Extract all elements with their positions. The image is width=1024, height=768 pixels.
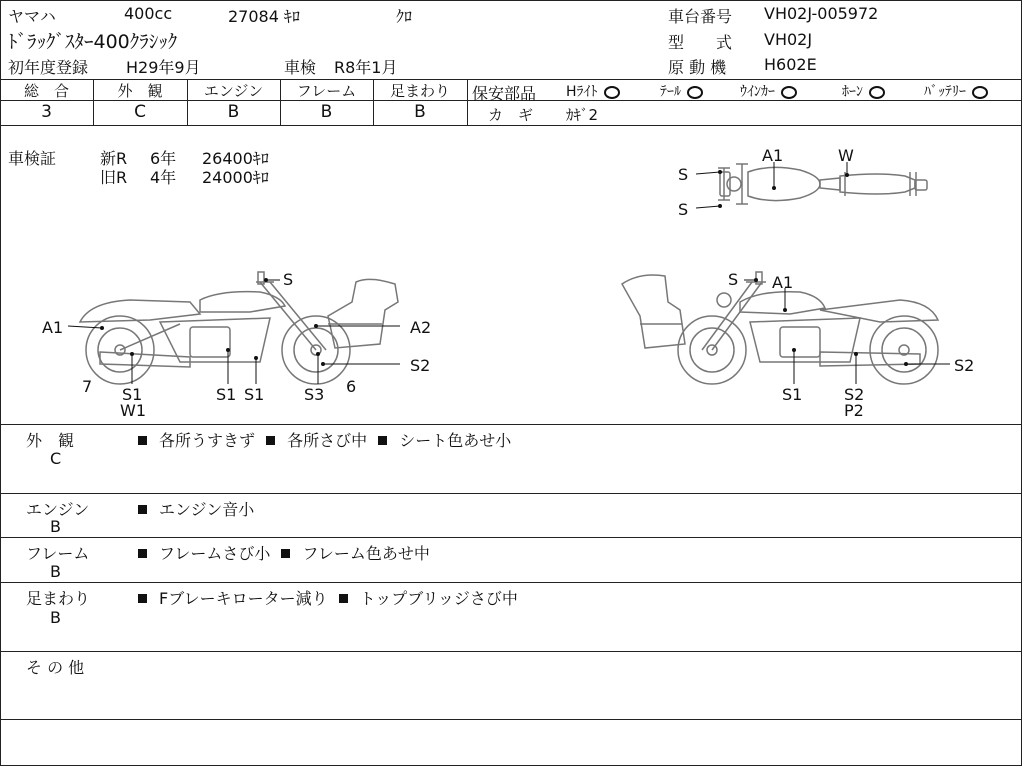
safety-item-label: ｳｲﾝｶｰ [740,84,775,100]
frame-number-label: 車台番号 [668,7,733,26]
ok-circle-icon [869,86,885,99]
note-item: フレームさび小 [138,541,270,564]
note-category: そ の 他 [26,658,85,677]
shaken-new-name: 新R [100,149,128,168]
note-grade: B [50,608,61,627]
model-type-label: 型 式 [668,33,733,52]
note-grade: B [50,562,61,581]
note-item: 各所さび中 [266,428,367,451]
note-category: 外 観 [26,431,75,450]
mark-left-7: 7 [82,377,93,396]
motorcycle-right-view-icon [620,262,980,392]
mark-top-s: S [678,165,689,184]
mark-top-a1: A1 [762,146,784,165]
safety-item-label: ﾃｰﾙ [660,84,681,100]
displacement: 400cc [124,4,173,23]
divider [0,125,1022,126]
bullet-square-icon [281,549,290,558]
divider [0,537,1022,538]
grade-frame-value: B [320,102,333,122]
note-category: エンジン [26,500,90,519]
inspection-value: R8年1月 [334,58,398,77]
first-registration-value: H29年9月 [126,58,201,77]
safety-tail [660,81,703,101]
color: ｸﾛ [396,7,413,26]
note-items [138,586,524,609]
shaken-new-year: 6年 [150,149,177,168]
grade-engine-label: エンジン [203,82,264,100]
note-item: シート色あせ小 [378,428,511,451]
mark-right-s2: S2 [954,356,975,375]
grade-total-value: 3 [41,102,52,122]
mark-left-s1: S1 [244,385,265,404]
motorcycle-left-view-icon [60,262,400,392]
inspection-label: 車検 [284,58,317,77]
grade-total-label: 総 合 [23,82,69,100]
bullet-square-icon [138,594,147,603]
shaken-old-year: 4年 [150,168,177,187]
note-item: エンジン音小 [138,497,254,520]
grade-exterior-label: 外 観 [117,82,163,100]
note-item: トップブリッジさび中 [339,586,518,609]
ok-circle-icon [781,86,797,99]
mark-top-s: S [678,200,689,219]
safety-item-label: ﾊﾞｯﾃﾘｰ [924,84,966,100]
mark-right-s2: S2 [844,385,865,404]
safety-headlight [566,81,620,101]
safety-item-label: Hﾗｲﾄ [566,84,598,100]
divider [0,424,1022,425]
mark-left-s1: S1 [216,385,237,404]
motorcycle-top-view-icon [690,150,950,220]
engine-value: H602E [764,55,817,74]
note-item: フレーム色あせ中 [281,541,429,564]
shaken-old-name: 旧R [100,168,128,187]
note-category: フレーム [26,544,90,563]
engine-label: 原 動 機 [668,58,727,77]
mark-left-6: 6 [346,377,357,396]
note-items [138,497,260,520]
mark-left-s1: S1 [122,385,143,404]
safety-battery [924,81,988,101]
note-item: 各所うすきず [138,428,255,451]
grade-engine-value: B [227,102,240,122]
bullet-square-icon [378,436,387,445]
note-item: Fブレーキローター減り [138,586,328,609]
shaken-new-km: 26400ｷﾛ [202,149,269,168]
mileage: 27084 ｷﾛ [228,7,300,26]
mark-left-s3: S3 [304,385,325,404]
bullet-square-icon [138,436,147,445]
maker: ヤマハ [8,7,56,26]
bullet-square-icon [138,549,147,558]
shaken-old-km: 24000ｷﾛ [202,168,269,187]
mark-right-s: S [728,270,739,289]
ok-circle-icon [604,86,620,99]
model-name: ﾄﾞﾗｯｸﾞｽﾀｰ400ｸﾗｼｯｸ [8,31,178,53]
note-grade: C [50,449,62,468]
ok-circle-icon [687,86,703,99]
divider [0,651,1022,652]
grade-exterior-value: C [134,102,146,122]
mark-left-s2: S2 [410,356,431,375]
note-grade: B [50,517,61,536]
mark-right-s1: S1 [782,385,803,404]
grade-suspension-label: 足まわり [389,82,450,100]
first-registration-label: 初年度登録 [8,58,89,77]
divider [0,493,1022,494]
mark-left-a1: A1 [42,318,64,337]
grade-suspension-value: B [414,102,426,122]
divider [0,582,1022,583]
bullet-square-icon [339,594,348,603]
note-items [138,428,517,451]
mark-top-w: W [838,146,854,165]
mark-left-w1: W1 [120,401,146,420]
key-label: カ ギ [488,106,534,124]
safety-horn [842,81,885,101]
note-category: 足まわり [26,589,91,608]
bullet-square-icon [266,436,275,445]
safety-title: 保安部品 [472,84,537,103]
mark-left-a2: A2 [410,318,432,337]
model-type-value: VH02J [764,30,813,49]
ok-circle-icon [972,86,988,99]
mark-left-s: S [283,270,294,289]
key-value: ｶｷﾞ2 [566,106,599,124]
bullet-square-icon [138,505,147,514]
grade-frame-label: フレーム [296,82,357,100]
safety-winker [740,81,797,101]
note-items [138,541,436,564]
safety-item-label: ﾎｰﾝ [842,84,863,100]
divider [467,79,468,125]
divider [0,719,1022,720]
mark-right-p2: P2 [844,401,864,420]
frame-number-value: VH02J-005972 [764,4,879,23]
shaken-label: 車検証 [8,149,57,168]
mark-right-a1: A1 [772,273,794,292]
